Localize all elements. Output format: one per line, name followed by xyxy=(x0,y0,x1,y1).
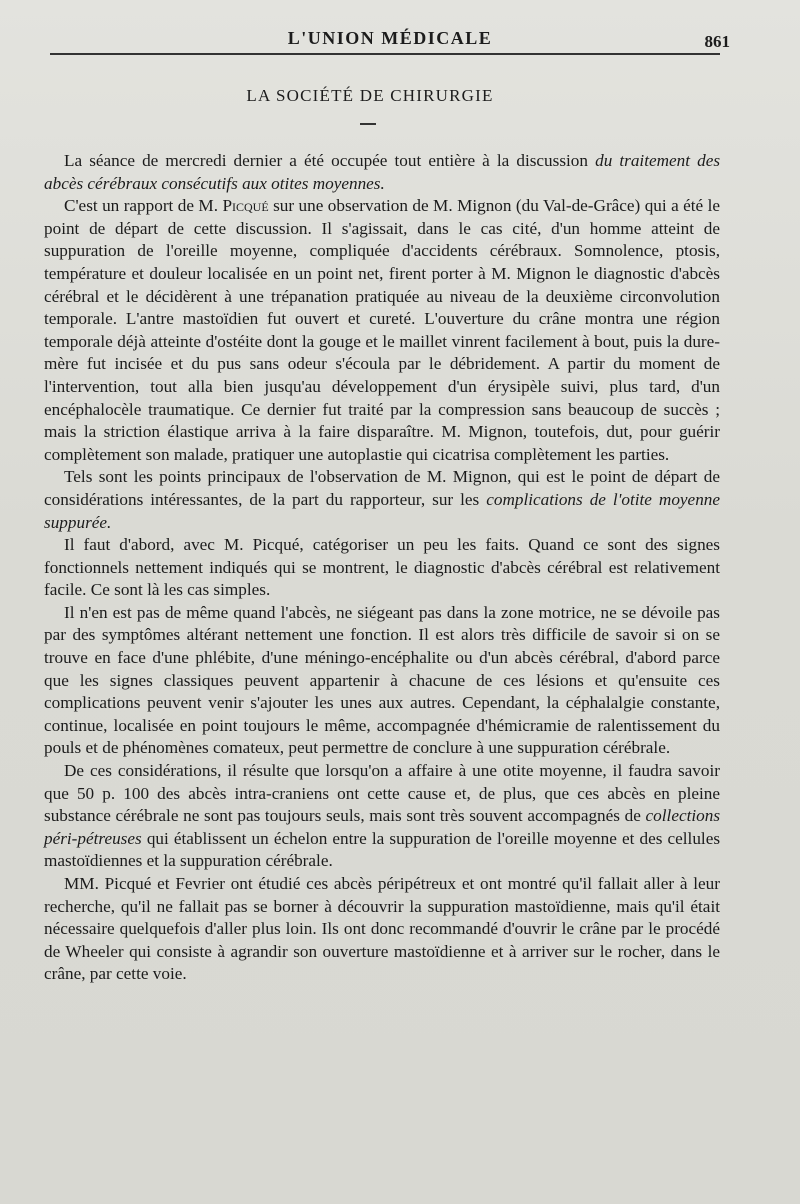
paragraph-6-tail: qui établissent un échelon entre la suppuration de l'oreille moyenne et des cellules mastoïdiennes et la suppuration cérébrale. xyxy=(44,828,721,871)
paragraph-1-text: La séance de mercredi dernier a été occupée tout entière à la discussion xyxy=(64,151,588,170)
paragraph-2 xyxy=(44,195,720,466)
author-name-smallcaps: Picqué xyxy=(222,196,269,216)
section-title: LA SOCIÉTÉ DE CHIRURGIE xyxy=(246,86,494,105)
running-header xyxy=(50,24,730,54)
paragraph-6-text: De ces considérations, il résulte que lorsqu'on a affaire à une otite moyenne, il faudra savoir que 50 p. 100 des abcès intra-craniens ont cette cause et, de plus, que ces abcès en pleine substance cérébrale ne sont pas toujours seuls, mais sont très souvent accompagnés de xyxy=(44,761,720,826)
header-rule xyxy=(50,53,720,55)
page-number: 861 xyxy=(704,32,730,51)
running-title: L'UNION MÉDICALE xyxy=(287,28,493,48)
paragraph-3 xyxy=(44,466,720,534)
paragraph-2-lead: C'est un rapport de M. xyxy=(64,196,218,216)
paragraph-7: MM. Picqué et Fevrier ont étudié ces abcès péripétreux et ont montré qu'il fallait aller à leur recherche, qu'il ne fallait pas se borner à découvrir la suppuration mastoïdienne, mais qu'il était nécessaire quelquefois d'aller plus loin. Ils ont donc recommandé d'ouvrir le crâne par le procédé de Wheeler qui consiste à agrandir son ouverture mastoïdienne et à arriver sur le rocher, dans le crâne, par cette voie. xyxy=(44,874,720,984)
paragraph-6-italic-term: collections péri-pétreuses xyxy=(44,806,721,848)
paragraph-2-text: sur une observation de M. Mignon (du Val-de-Grâce) qui a été le point de départ de cette discussion. Il s'agissait, dans le cas cité, d'un homme atteint de suppuration de l'oreille moyenne, compliquée d'accidents cérébraux. Somnolence, ptosis, température et douleur localisée en un point net, firent porter à M. Mignon le diagnostic d'abcès cérébral et le décidèrent à une trépanation pratiquée au niveau de la deuxième circonvolution temporale. L'antre mastoïdien fut ouvert et cureté. L'ouverture du crâne montra une région temporale déjà atteinte d'ostéite dont la gouge et le maillet vinrent facilement à bout, puis la dure-mère fut incisée et du pus sans odeur s'écoula par le débridement. A partir du moment de l'intervention, tout alla bien jusqu'au développement d'un érysipèle suivi, plus tard, d'un encéphalocèle traumatique. Ce dernier fut traité par la compression sans beaucoup de succès ; mais la striction élastique arriva à la faire disparaître. M. Mignon, toutefois, dut, pour guérir complètement son malade, pratiquer une autoplastie qui cicatrisa complètement les parties. xyxy=(44,196,721,464)
title-dash-divider xyxy=(360,123,376,125)
paragraph-5: Il n'en est pas de même quand l'abcès, ne siégeant pas dans la zone motrice, ne se dévoile pas par des symptômes altérant nettement une fonction. Il est alors très difficile de savoir si on se trouve en face d'une phlébite, d'une méningo-encéphalite ou d'un abcès cérébral, d'abord parce que les signes classiques peuvent appartenir à chacune de ces lésions et qu'ensuite ces complications peuvent venir s'ajouter les unes aux autres. Cependant, la céphalalgie constante, continue, localisée en point toujours le même, accompagnée d'hémicramie de ralentissement du pouls et de phénomènes comateux, peut permettre de conclure à une suppuration cérébrale. xyxy=(44,602,720,758)
paragraph-1-italic-topic: du traitement des abcès cérébraux consécutifs aux otites moyennes. xyxy=(44,151,721,193)
paragraph-6 xyxy=(44,760,720,873)
paragraph-3-text: Tels sont les points principaux de l'observation de M. Mignon, qui est le point de départ de considérations intéressantes, de la part du rapporteur, sur les xyxy=(44,467,720,509)
article-body xyxy=(44,150,720,986)
paragraph-4: Il faut d'abord, avec M. Picqué, catégoriser un peu les faits. Quand ce sont des signes fonctionnels nettement indiqués qui se montrent, le diagnostic d'abcès cérébral est relativement facile. Ce sont là les cas simples. xyxy=(44,535,720,600)
paragraph-3-italic-term: complications de l'otite moyenne suppurée. xyxy=(44,489,721,532)
paragraph-1 xyxy=(44,150,720,195)
